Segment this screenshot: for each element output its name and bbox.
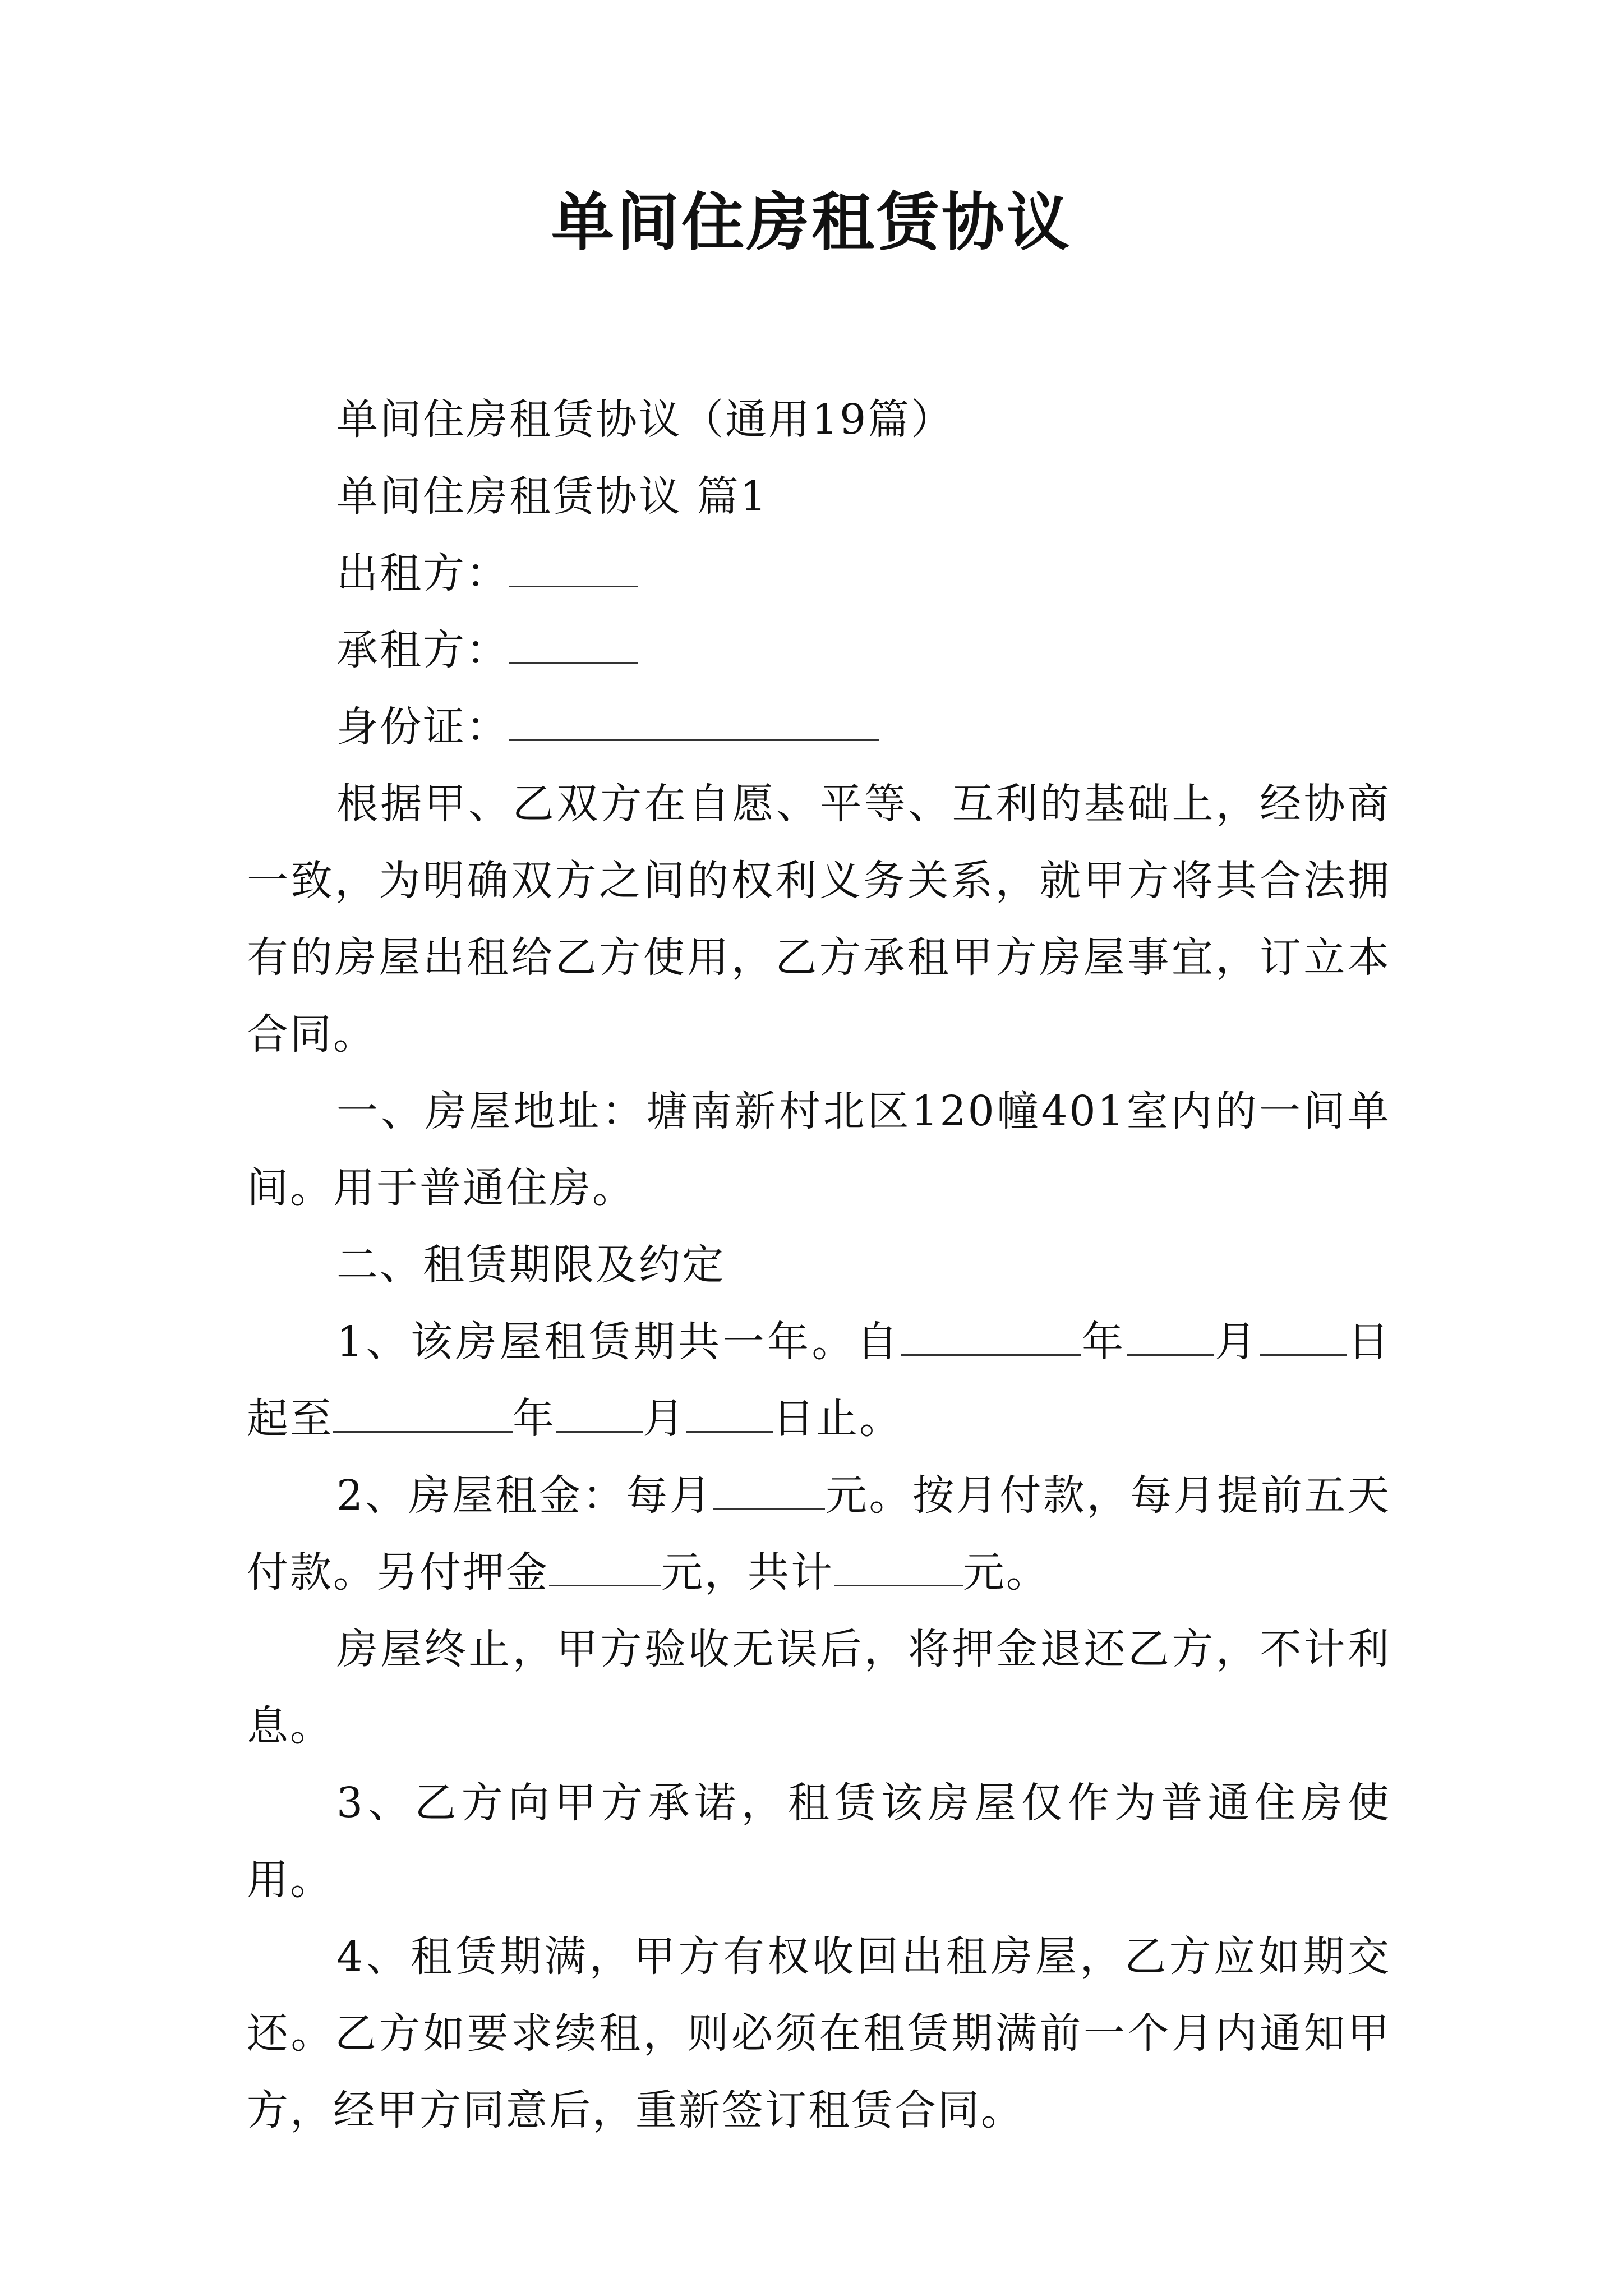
- deposit-return-paragraph: 房屋终止，甲方验收无误后，将押金退还乙方，不计利息。: [247, 1625, 1391, 1750]
- clause-1-address: 一、房屋地址：塘南新村北区120幢401室内的一间单间。用于普通住房。: [247, 1087, 1391, 1212]
- section-heading: 单间住房租赁协议 篇1: [336, 472, 768, 521]
- end-year-blank: [333, 1389, 513, 1433]
- subtitle-line: 单间住房租赁协议（通用19篇）: [336, 395, 955, 444]
- lessee-blank: [509, 621, 638, 664]
- id-blank: [509, 698, 879, 741]
- end-day-blank: [686, 1389, 773, 1433]
- lessee-line: [247, 612, 1391, 689]
- lessor-line: [247, 535, 1391, 612]
- monthly-rent-blank: [713, 1466, 825, 1510]
- start-day-blank: [1260, 1313, 1347, 1356]
- clause-2-heading: 二、租赁期限及约定: [336, 1241, 725, 1289]
- item-3-paragraph: 3、乙方向甲方承诺，租赁该房屋仅作为普通住房使用。: [247, 1779, 1391, 1904]
- start-month-blank: [1127, 1313, 1214, 1356]
- document-body: [247, 381, 1391, 2149]
- end-month-blank: [556, 1389, 643, 1433]
- total-blank: [834, 1543, 963, 1586]
- lessee-label: 承租方：: [336, 626, 509, 674]
- deposit-blank: [549, 1543, 661, 1586]
- document-title: 单间住房租赁协议: [551, 186, 1072, 259]
- lessor-label: 出租方：: [336, 549, 509, 597]
- rent-paragraph: 2、房屋租金：每月 元。按月付款，每月提前五天付款。另付押金 元，共计 元。: [247, 1457, 1391, 1611]
- start-year-blank: [901, 1313, 1081, 1356]
- item-4-paragraph: 4、租赁期满，甲方有权收回出租房屋，乙方应如期交还。乙方如要求续租，则必须在租赁期满前一个月内通知甲方，经甲方同意后，重新签订租赁合同。: [247, 1932, 1391, 2134]
- lessor-blank: [509, 544, 638, 587]
- term-paragraph: 1、该房屋租赁期共一年。自 年 月 日起至 年 月 日止。: [247, 1304, 1391, 1457]
- id-label: 身份证：: [336, 703, 509, 751]
- id-line: [247, 689, 1391, 766]
- intro-paragraph: 根据甲、乙双方在自愿、平等、互利的基础上，经协商一致，为明确双方之间的权利义务关系，就甲方将其合法拥有的房屋出租给乙方使用，乙方承租甲方房屋事宜，订立本合同。: [247, 780, 1391, 1059]
